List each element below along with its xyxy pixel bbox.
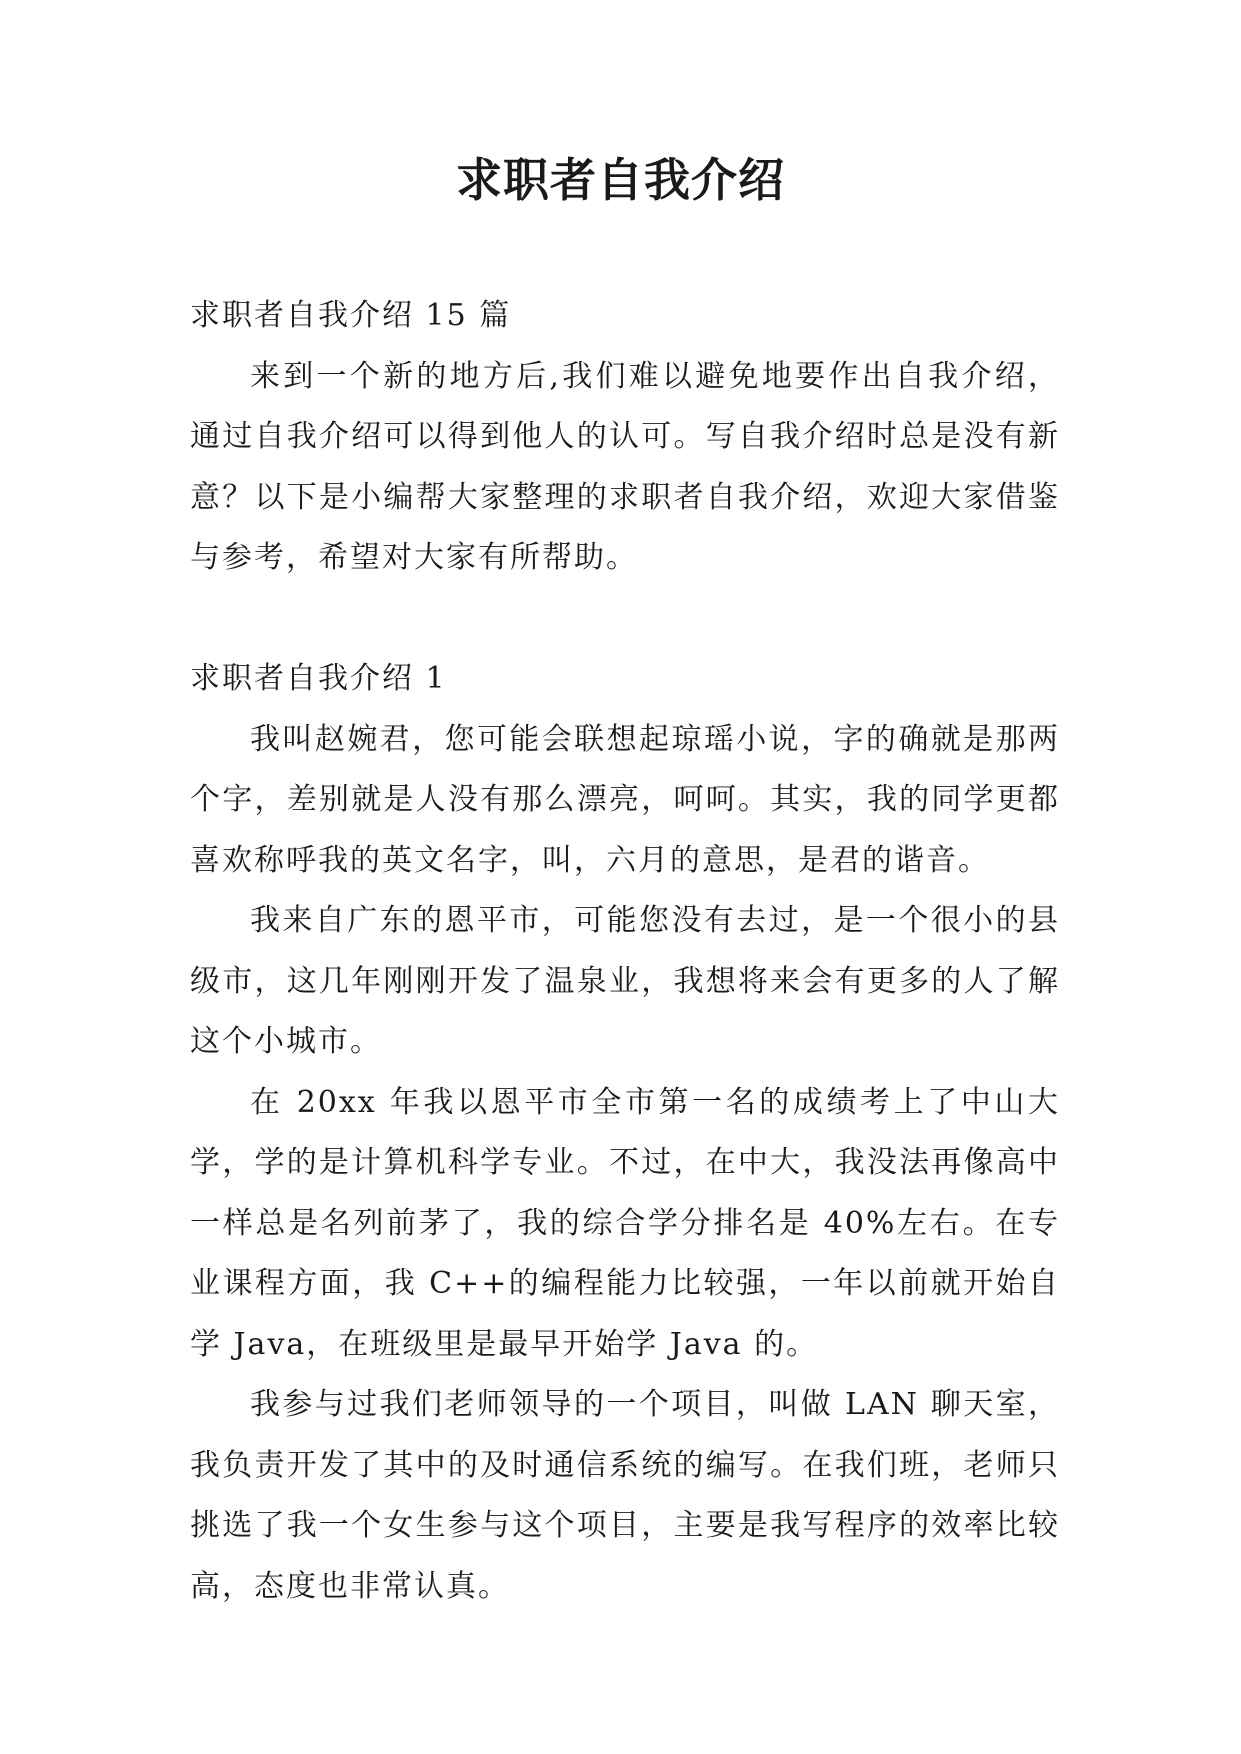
document-title: 求职者自我介绍 [456,153,785,207]
document-body [190,286,1060,1617]
section-paragraph: 我来自广东的恩平市，可能您没有去过，是一个很小的县级市，这几年刚刚开发了温泉业，我想将来会有更多的人了解这个小城市。 [190,903,1060,1059]
document-subtitle: 求职者自我介绍 15 篇 [190,298,512,333]
intro-paragraph: 来到一个新的地方后,我们难以避免地要作出自我介绍，通过自我介绍可以得到他人的认可。写自我介绍时总是没有新意？以下是小编帮大家整理的求职者自我介绍，欢迎大家借鉴与参考，希望对大家有所帮助。 [190,358,1060,575]
section-paragraph: 我叫赵婉君，您可能会联想起琼瑶小说，字的确就是那两个字，差别就是人没有那么漂亮，呵呵。其实，我的同学更都喜欢称呼我的英文名字，叫，六月的意思，是君的谐音。 [190,721,1060,878]
section-paragraph: 在 20xx 年我以恩平市全市第一名的成绩考上了中山大学，学的是计算机科学专业。不过，在中大，我没法再像高中一样总是名列前茅了，我的综合学分排名是 40%左右。在专业课程方面，我 C++的编程能力比较强，一年以前就开始自学 Java，在班级里是最早开始学 Java 的。 [190,1084,1060,1362]
paragraph-spacer [190,589,1060,650]
section-heading: 求职者自我介绍 1 [190,661,447,696]
section-paragraph: 我参与过我们老师领导的一个项目，叫做 LAN 聊天室，我负责开发了其中的及时通信系统的编写。在我们班，老师只挑选了我一个女生参与这个项目，主要是我写程序的效率比较高，态度也非常认真。 [190,1387,1060,1604]
